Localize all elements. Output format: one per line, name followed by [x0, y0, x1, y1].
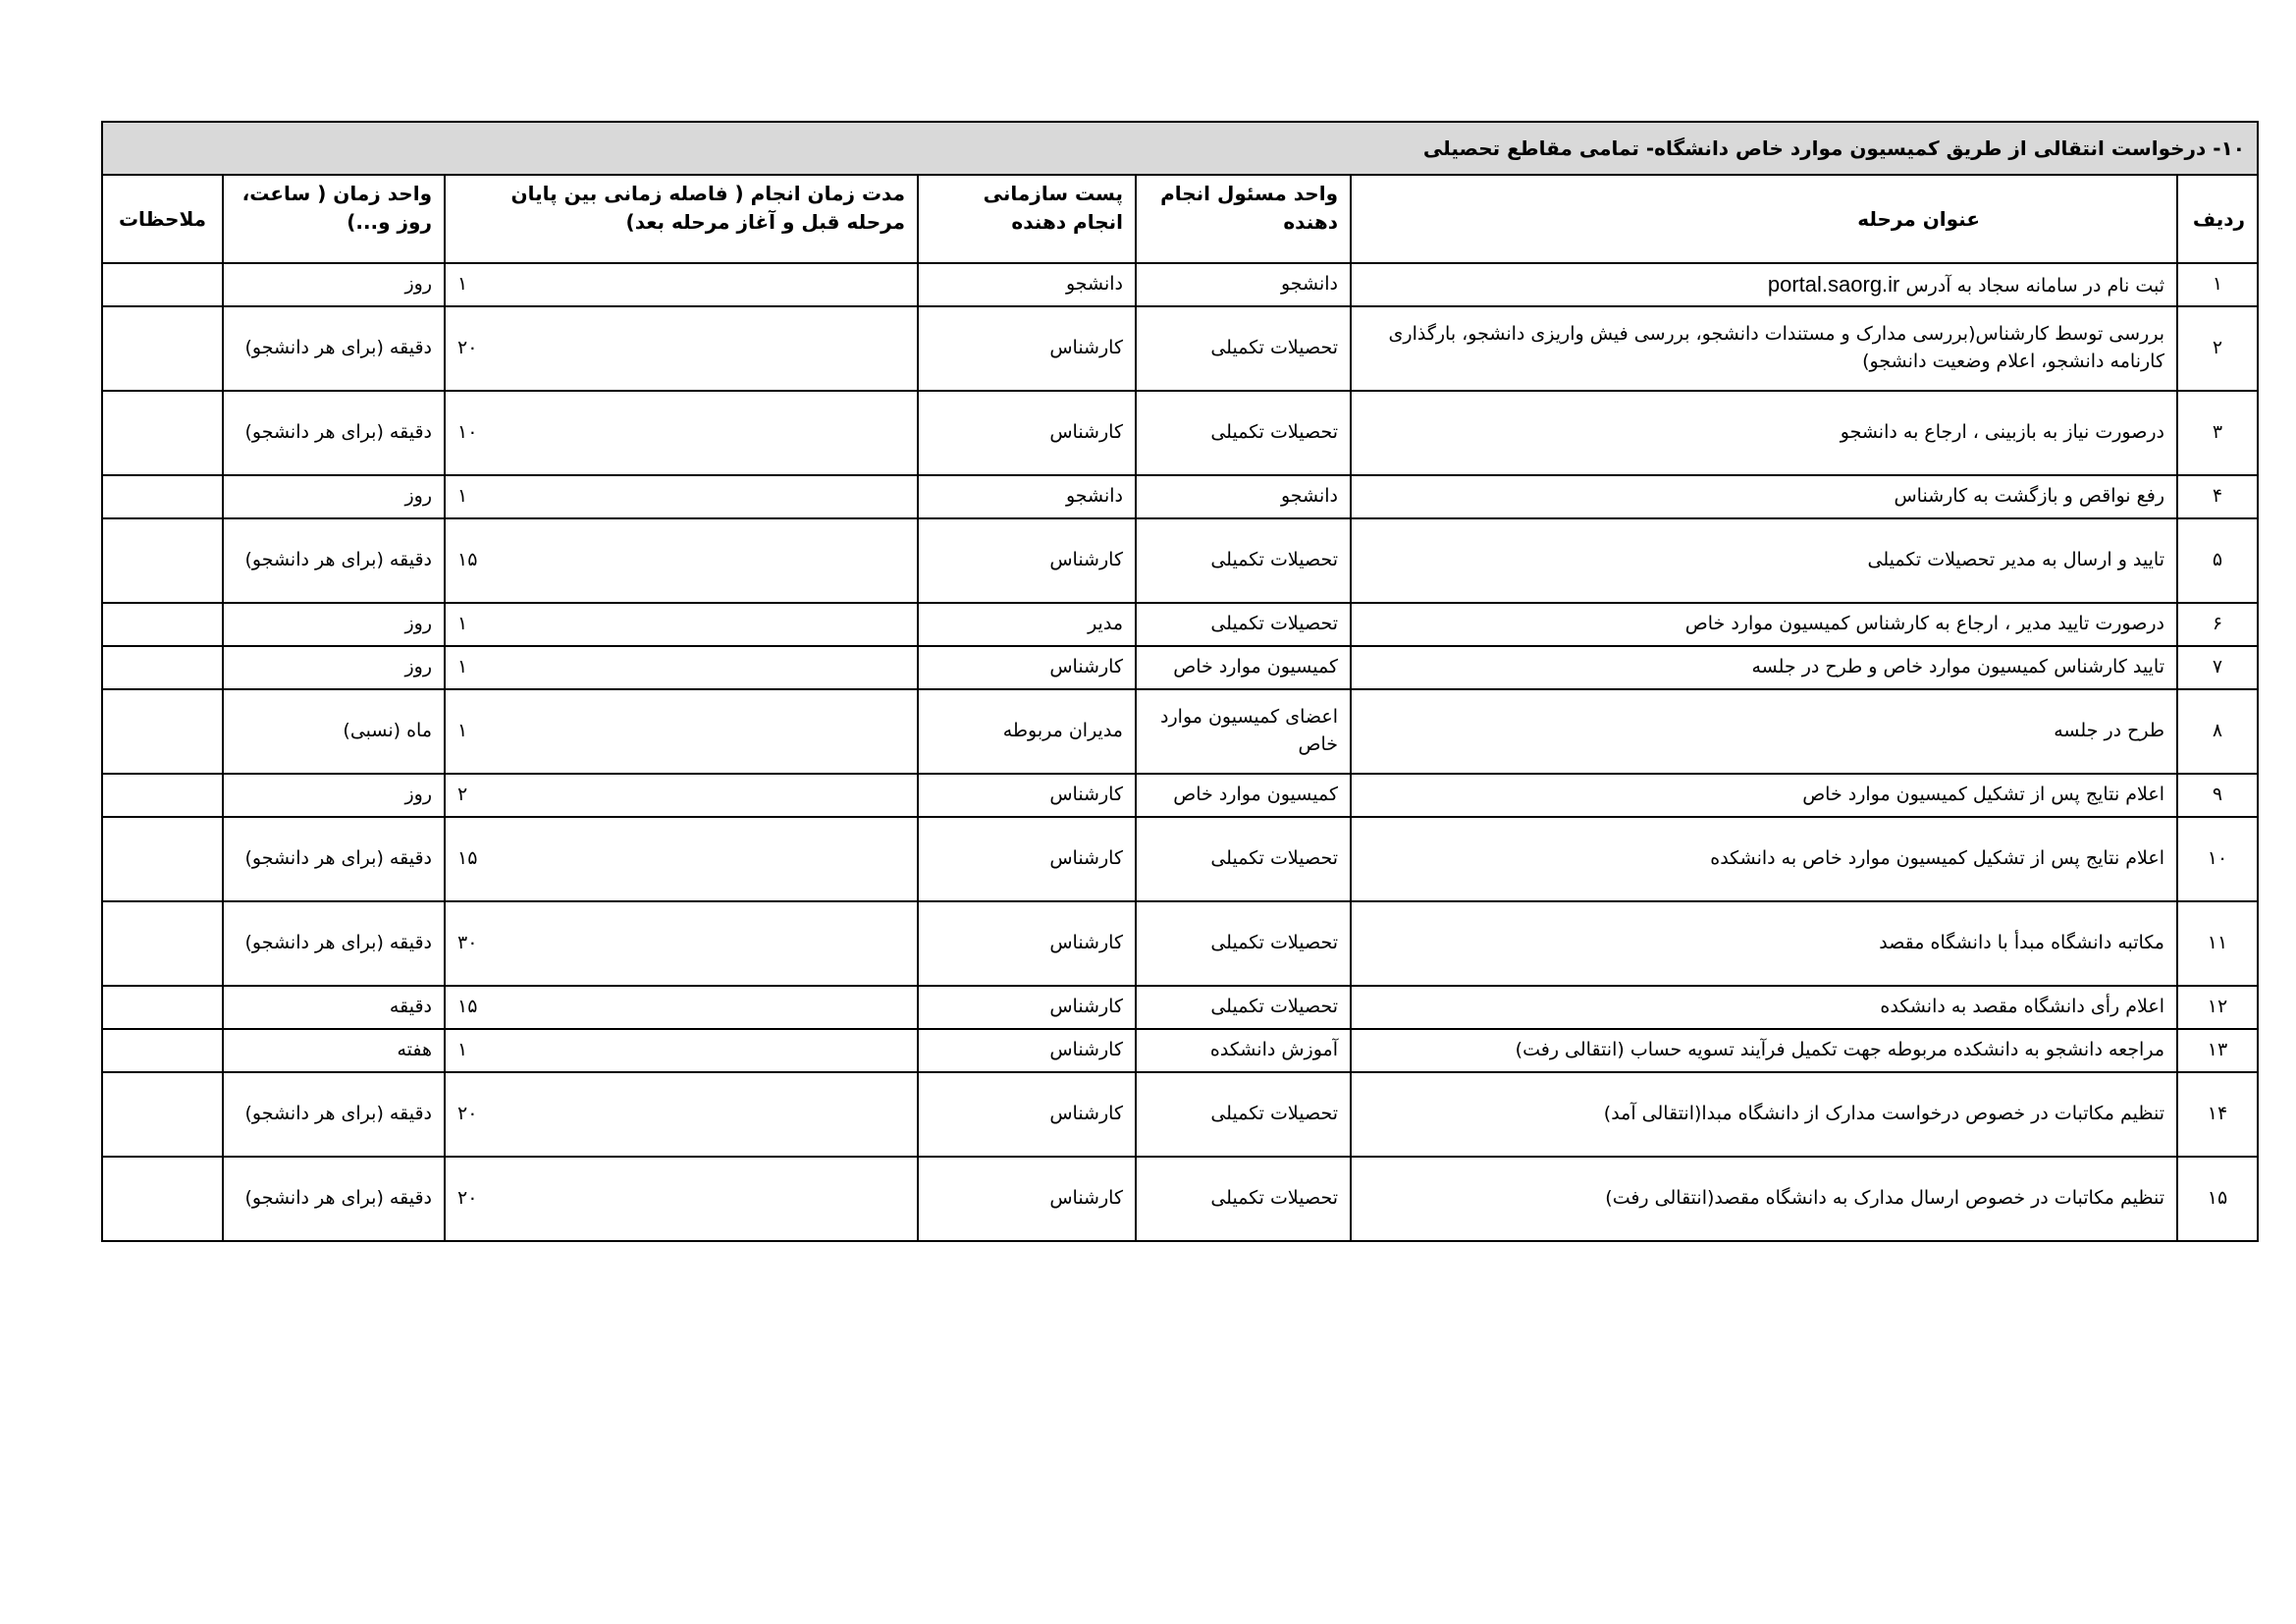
row-time-unit: دقیقه (برای هر دانشجو): [223, 1157, 445, 1241]
header-notes: ملاحظات: [102, 175, 223, 263]
row-org-post: کارشناس: [918, 518, 1136, 603]
row-title-text: مکاتبه دانشگاه مبدأ با دانشگاه مقصد: [1879, 932, 2164, 954]
row-radif: ۴: [2177, 475, 2258, 518]
row-duration: ۱: [445, 603, 918, 646]
row-responsible-unit: تحصیلات تکمیلی: [1136, 306, 1351, 391]
row-notes: [102, 263, 223, 306]
row-radif: ۱۲: [2177, 986, 2258, 1029]
row-duration: ۲: [445, 774, 918, 817]
row-title: [1351, 306, 2177, 391]
row-notes: [102, 774, 223, 817]
row-responsible-unit: کمیسیون موارد خاص: [1136, 646, 1351, 689]
row-title: [1351, 1157, 2177, 1241]
row-duration: ۱۵: [445, 518, 918, 603]
table-row: [102, 306, 2258, 391]
row-duration: ۱: [445, 689, 918, 774]
row-duration: ۲۰: [445, 1157, 918, 1241]
row-title: [1351, 817, 2177, 901]
process-table: [101, 121, 2259, 1242]
row-radif: ۱۱: [2177, 901, 2258, 986]
row-duration: ۱۰: [445, 391, 918, 475]
row-title: [1351, 901, 2177, 986]
row-notes: [102, 901, 223, 986]
row-duration: ۱: [445, 475, 918, 518]
row-responsible-unit: تحصیلات تکمیلی: [1136, 518, 1351, 603]
row-notes: [102, 475, 223, 518]
row-notes: [102, 1157, 223, 1241]
row-title: [1351, 603, 2177, 646]
row-notes: [102, 1029, 223, 1072]
row-title-text: بررسی توسط کارشناس(بررسی مدارک و مستندات دانشجو، بررسی فیش واریزی دانشجو، بارگذاری کارنامه دانشجو، اعلام وضعیت دانشجو): [1388, 323, 2164, 372]
row-title-text: ثبت نام در سامانه سجاد به آدرس: [1905, 275, 2164, 298]
row-radif: ۲: [2177, 306, 2258, 391]
row-time-unit: هفته: [223, 1029, 445, 1072]
row-notes: [102, 689, 223, 774]
header-radif: ردیف: [2177, 175, 2258, 263]
row-org-post: کارشناس: [918, 1072, 1136, 1157]
table-body: [102, 263, 2258, 1241]
row-title-text: مراجعه دانشجو به دانشکده مربوطه جهت تکمیل فرآیند تسویه حساب (انتقالی رفت): [1515, 1039, 2164, 1061]
table-row: [102, 774, 2258, 817]
table-row: [102, 817, 2258, 901]
row-responsible-unit: تحصیلات تکمیلی: [1136, 391, 1351, 475]
row-radif: ۹: [2177, 774, 2258, 817]
row-radif: ۱۴: [2177, 1072, 2258, 1157]
row-notes: [102, 391, 223, 475]
row-title: [1351, 1072, 2177, 1157]
row-title: [1351, 986, 2177, 1029]
row-notes: [102, 646, 223, 689]
row-title-text: درصورت نیاز به بازبینی ، ارجاع به دانشجو: [1840, 421, 2164, 444]
row-time-unit: دقیقه (برای هر دانشجو): [223, 901, 445, 986]
row-responsible-unit: دانشجو: [1136, 475, 1351, 518]
row-duration: ۲۰: [445, 306, 918, 391]
portal-address-link[interactable]: portal.saorg.ir: [1767, 272, 1900, 298]
row-org-post: کارشناس: [918, 1029, 1136, 1072]
table-row: [102, 901, 2258, 986]
row-responsible-unit: کمیسیون موارد خاص: [1136, 774, 1351, 817]
row-title-text: تایید کارشناس کمیسیون موارد خاص و طرح در جلسه: [1751, 656, 2164, 678]
table-row: [102, 1157, 2258, 1241]
header-responsible-unit: واحد مسئول انجام دهنده: [1136, 175, 1351, 263]
table-row: [102, 689, 2258, 774]
row-duration: ۱: [445, 646, 918, 689]
row-time-unit: دقیقه (برای هر دانشجو): [223, 817, 445, 901]
row-responsible-unit: اعضای کمیسیون موارد خاص: [1136, 689, 1351, 774]
row-title: [1351, 391, 2177, 475]
row-org-post: کارشناس: [918, 646, 1136, 689]
row-duration: ۱: [445, 1029, 918, 1072]
row-radif: ۱: [2177, 263, 2258, 306]
row-responsible-unit: تحصیلات تکمیلی: [1136, 1157, 1351, 1241]
row-org-post: مدیر: [918, 603, 1136, 646]
row-notes: [102, 1072, 223, 1157]
row-duration: ۱۵: [445, 817, 918, 901]
row-org-post: دانشجو: [918, 475, 1136, 518]
row-title: [1351, 263, 2177, 306]
row-org-post: کارشناس: [918, 306, 1136, 391]
row-title-text: تنظیم مکاتبات در خصوص درخواست مدارک از دانشگاه مبدا(انتقالی آمد): [1603, 1103, 2164, 1125]
table-row: [102, 1029, 2258, 1072]
row-time-unit: دقیقه (برای هر دانشجو): [223, 518, 445, 603]
row-responsible-unit: آموزش دانشکده: [1136, 1029, 1351, 1072]
row-title-text: درصورت تایید مدیر ، ارجاع به کارشناس کمیسیون موارد خاص: [1684, 613, 2164, 635]
table-title: ۱۰- درخواست انتقالی از طریق کمیسیون موارد خاص دانشگاه- تمامی مقاطع تحصیلی: [102, 122, 2258, 175]
row-time-unit: دقیقه (برای هر دانشجو): [223, 391, 445, 475]
row-org-post: کارشناس: [918, 817, 1136, 901]
row-time-unit: دقیقه (برای هر دانشجو): [223, 1072, 445, 1157]
row-responsible-unit: تحصیلات تکمیلی: [1136, 817, 1351, 901]
header-title: عنوان مرحله: [1351, 175, 2177, 263]
row-title-text: رفع نواقص و بازگشت به کارشناس: [1894, 485, 2164, 508]
row-time-unit: ماه (نسبی): [223, 689, 445, 774]
row-title-text: اعلام نتایج پس از تشکیل کمیسیون موارد خاص به دانشکده: [1710, 847, 2164, 870]
row-radif: ۸: [2177, 689, 2258, 774]
table-row: [102, 263, 2258, 306]
row-time-unit: دقیقه (برای هر دانشجو): [223, 306, 445, 391]
row-title: [1351, 475, 2177, 518]
row-notes: [102, 986, 223, 1029]
row-time-unit: روز: [223, 603, 445, 646]
row-title: [1351, 518, 2177, 603]
row-radif: ۱۵: [2177, 1157, 2258, 1241]
row-org-post: کارشناس: [918, 1157, 1136, 1241]
row-title: [1351, 1029, 2177, 1072]
row-title: [1351, 689, 2177, 774]
row-org-post: کارشناس: [918, 901, 1136, 986]
row-duration: ۲۰: [445, 1072, 918, 1157]
header-row: [102, 175, 2258, 263]
row-org-post: مدیران مربوطه: [918, 689, 1136, 774]
row-radif: ۶: [2177, 603, 2258, 646]
row-time-unit: روز: [223, 774, 445, 817]
row-notes: [102, 306, 223, 391]
table-row: [102, 391, 2258, 475]
row-org-post: کارشناس: [918, 986, 1136, 1029]
row-title-text: طرح در جلسه: [2054, 720, 2164, 742]
row-title: [1351, 774, 2177, 817]
header-duration: مدت زمان انجام ( فاصله زمانی بین پایان مرحله قبل و آغاز مرحله بعد): [445, 175, 918, 263]
row-radif: ۷: [2177, 646, 2258, 689]
row-responsible-unit: تحصیلات تکمیلی: [1136, 901, 1351, 986]
header-time-unit: واحد زمان ( ساعت، روز و...): [223, 175, 445, 263]
header-org-post: پست سازمانی انجام دهنده: [918, 175, 1136, 263]
table-row: [102, 475, 2258, 518]
row-radif: ۱۳: [2177, 1029, 2258, 1072]
row-responsible-unit: تحصیلات تکمیلی: [1136, 1072, 1351, 1157]
row-title-text: اعلام نتایج پس از تشکیل کمیسیون موارد خاص: [1802, 784, 2164, 806]
row-title-text: تنظیم مکاتبات در خصوص ارسال مدارک به دانشگاه مقصد(انتقالی رفت): [1605, 1187, 2164, 1210]
row-title-text: تایید و ارسال به مدیر تحصیلات تکمیلی: [1867, 549, 2164, 571]
row-notes: [102, 817, 223, 901]
row-org-post: دانشجو: [918, 263, 1136, 306]
row-time-unit: روز: [223, 475, 445, 518]
row-duration: ۱: [445, 263, 918, 306]
row-duration: ۳۰: [445, 901, 918, 986]
row-notes: [102, 518, 223, 603]
row-responsible-unit: دانشجو: [1136, 263, 1351, 306]
table-row: [102, 986, 2258, 1029]
row-radif: ۵: [2177, 518, 2258, 603]
row-duration: ۱۵: [445, 986, 918, 1029]
table-row: [102, 518, 2258, 603]
row-title-text: اعلام رأی دانشگاه مقصد به دانشکده: [1880, 996, 2164, 1018]
table-row: [102, 1072, 2258, 1157]
table-row: [102, 603, 2258, 646]
row-title: [1351, 646, 2177, 689]
table-row: [102, 646, 2258, 689]
row-org-post: کارشناس: [918, 774, 1136, 817]
row-time-unit: روز: [223, 263, 445, 306]
row-radif: ۱۰: [2177, 817, 2258, 901]
row-radif: ۳: [2177, 391, 2258, 475]
row-responsible-unit: تحصیلات تکمیلی: [1136, 986, 1351, 1029]
row-org-post: کارشناس: [918, 391, 1136, 475]
row-time-unit: دقیقه: [223, 986, 445, 1029]
row-responsible-unit: تحصیلات تکمیلی: [1136, 603, 1351, 646]
row-time-unit: روز: [223, 646, 445, 689]
row-notes: [102, 603, 223, 646]
